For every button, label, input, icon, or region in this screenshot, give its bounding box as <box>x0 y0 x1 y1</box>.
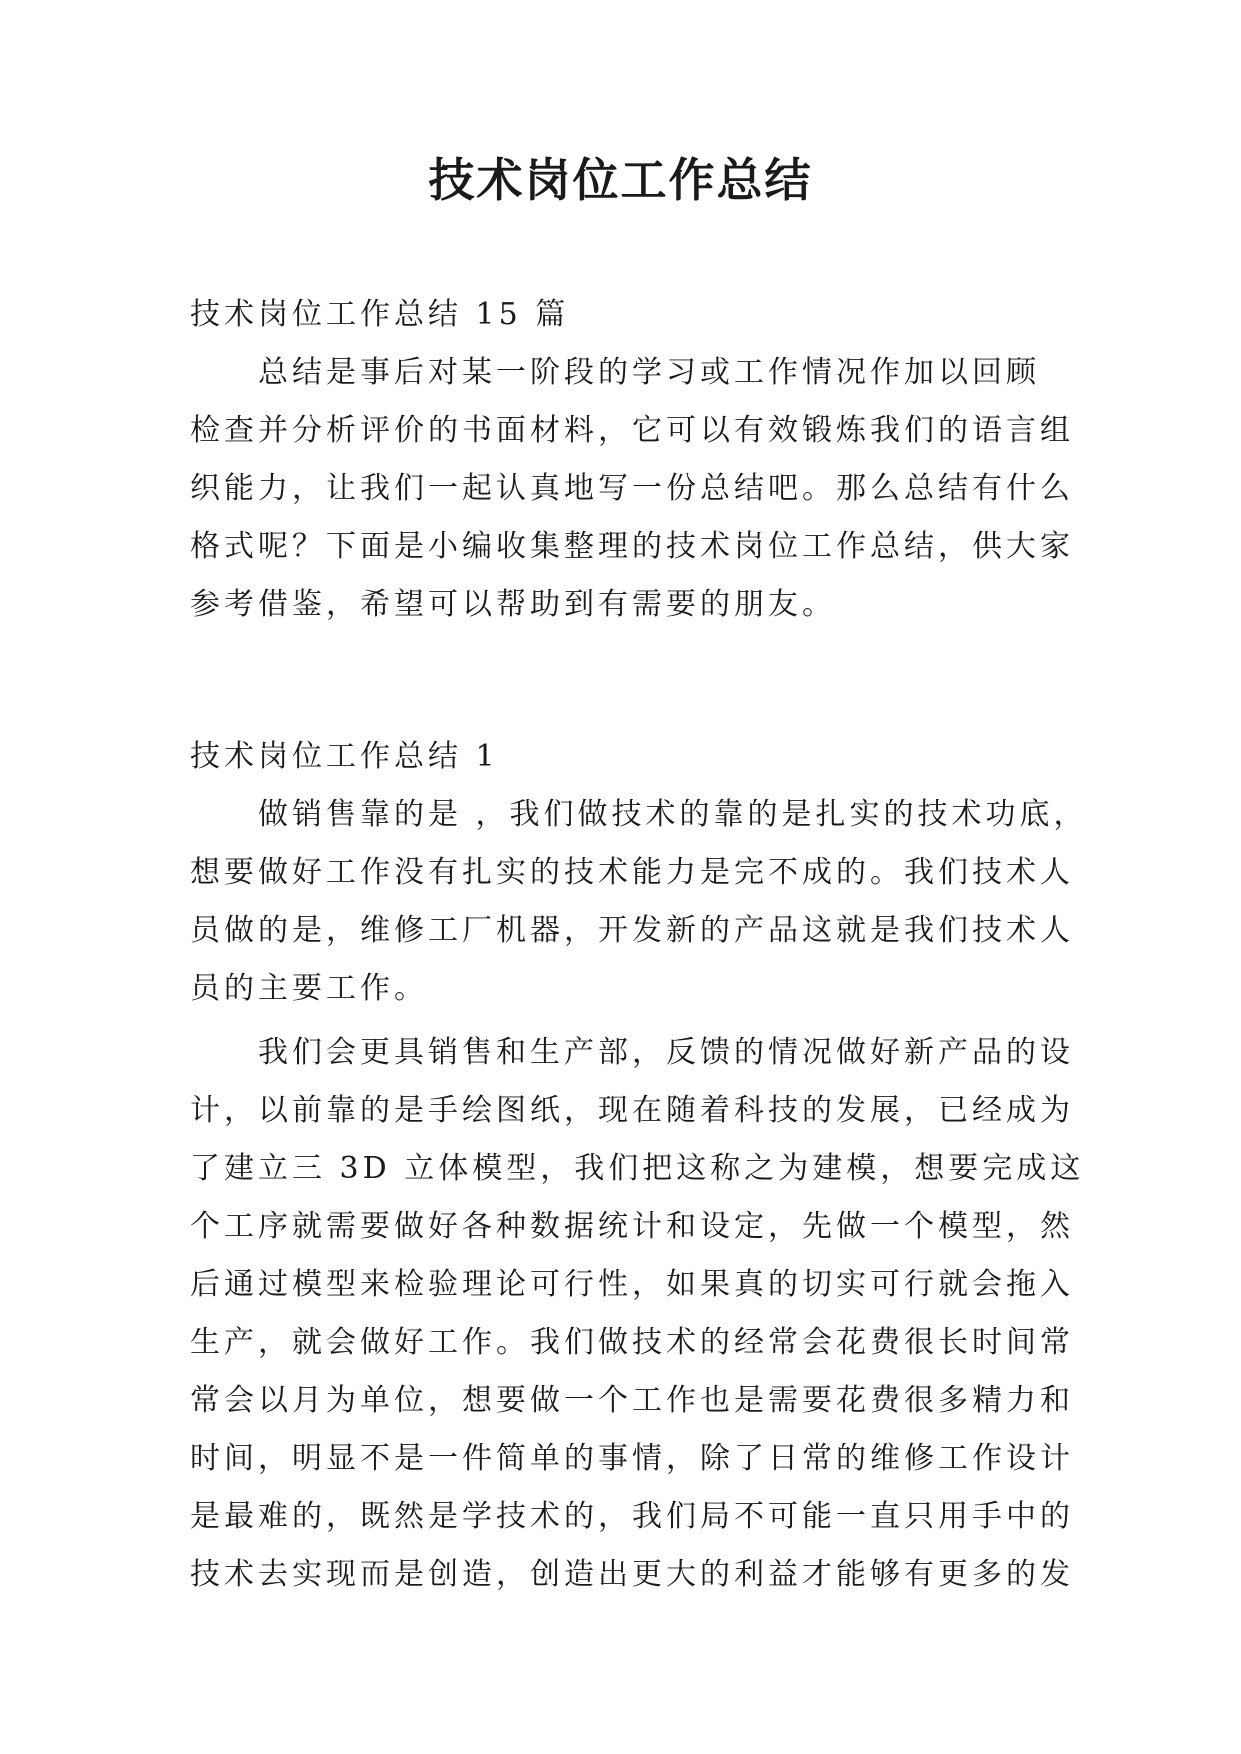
paragraph-line: 个工序就需要做好各种数据统计和设定，先做一个模型，然 <box>190 1209 1074 1244</box>
section-paragraph <box>190 1024 1085 1604</box>
paragraph-line: 技术去实现而是创造，创造出更大的利益才能够有更多的发 <box>190 1557 1074 1592</box>
document-subtitle: 技术岗位工作总结 15 篇 <box>190 297 570 332</box>
paragraph-line: 生产，就会做好工作。我们做技术的经常会花费很长时间常 <box>190 1325 1074 1360</box>
document-title: 技术岗位工作总结 <box>428 153 813 207</box>
intro-line: 总结是事后对某一阶段的学习或工作情况作加以回顾 <box>258 355 1040 390</box>
paragraph-line: 时间，明显不是一件简单的事情，除了日常的维修工作设计 <box>190 1441 1074 1476</box>
paragraph-line: 做销售靠的是 ，我们做技术的靠的是扎实的技术功底， <box>258 797 1088 832</box>
intro-line: 参考借鉴，希望可以帮助到有需要的朋友。 <box>190 587 836 622</box>
intro-line: 格式呢？下面是小编收集整理的技术岗位工作总结，供大家 <box>190 529 1074 564</box>
paragraph-line: 是最难的，既然是学技术的，我们局不可能一直只用手中的 <box>190 1499 1074 1534</box>
document-body <box>190 286 1088 1604</box>
paragraph-line: 后通过模型来检验理论可行性，如果真的切实可行就会拖入 <box>190 1267 1074 1302</box>
paragraph-line: 常会以月为单位，想要做一个工作也是需要花费很多精力和 <box>190 1383 1074 1418</box>
paragraph-line: 计，以前靠的是手绘图纸，现在随着科技的发展，已经成为 <box>190 1093 1074 1128</box>
intro-paragraph <box>190 344 1074 634</box>
paragraph-line: 员的主要工作。 <box>190 971 428 1006</box>
paragraph-line: 想要做好工作没有扎实的技术能力是完不成的。我们技术人 <box>190 855 1074 890</box>
paragraph-line: 我们会更具销售和生产部，反馈的情况做好新产品的设 <box>258 1035 1074 1070</box>
section-paragraph <box>190 786 1088 1018</box>
paragraph-line: 了建立三 3D 立体模型，我们把这称之为建模，想要完成这 <box>190 1151 1085 1186</box>
section-gap <box>190 634 1060 728</box>
paragraph-line: 员做的是，维修工厂机器，开发新的产品这就是我们技术人 <box>190 913 1074 948</box>
intro-line: 检查并分析评价的书面材料，它可以有效锻炼我们的语言组 <box>190 413 1074 448</box>
section-heading: 技术岗位工作总结 1 <box>190 739 499 774</box>
intro-line: 织能力，让我们一起认真地写一份总结吧。那么总结有什么 <box>190 471 1074 506</box>
